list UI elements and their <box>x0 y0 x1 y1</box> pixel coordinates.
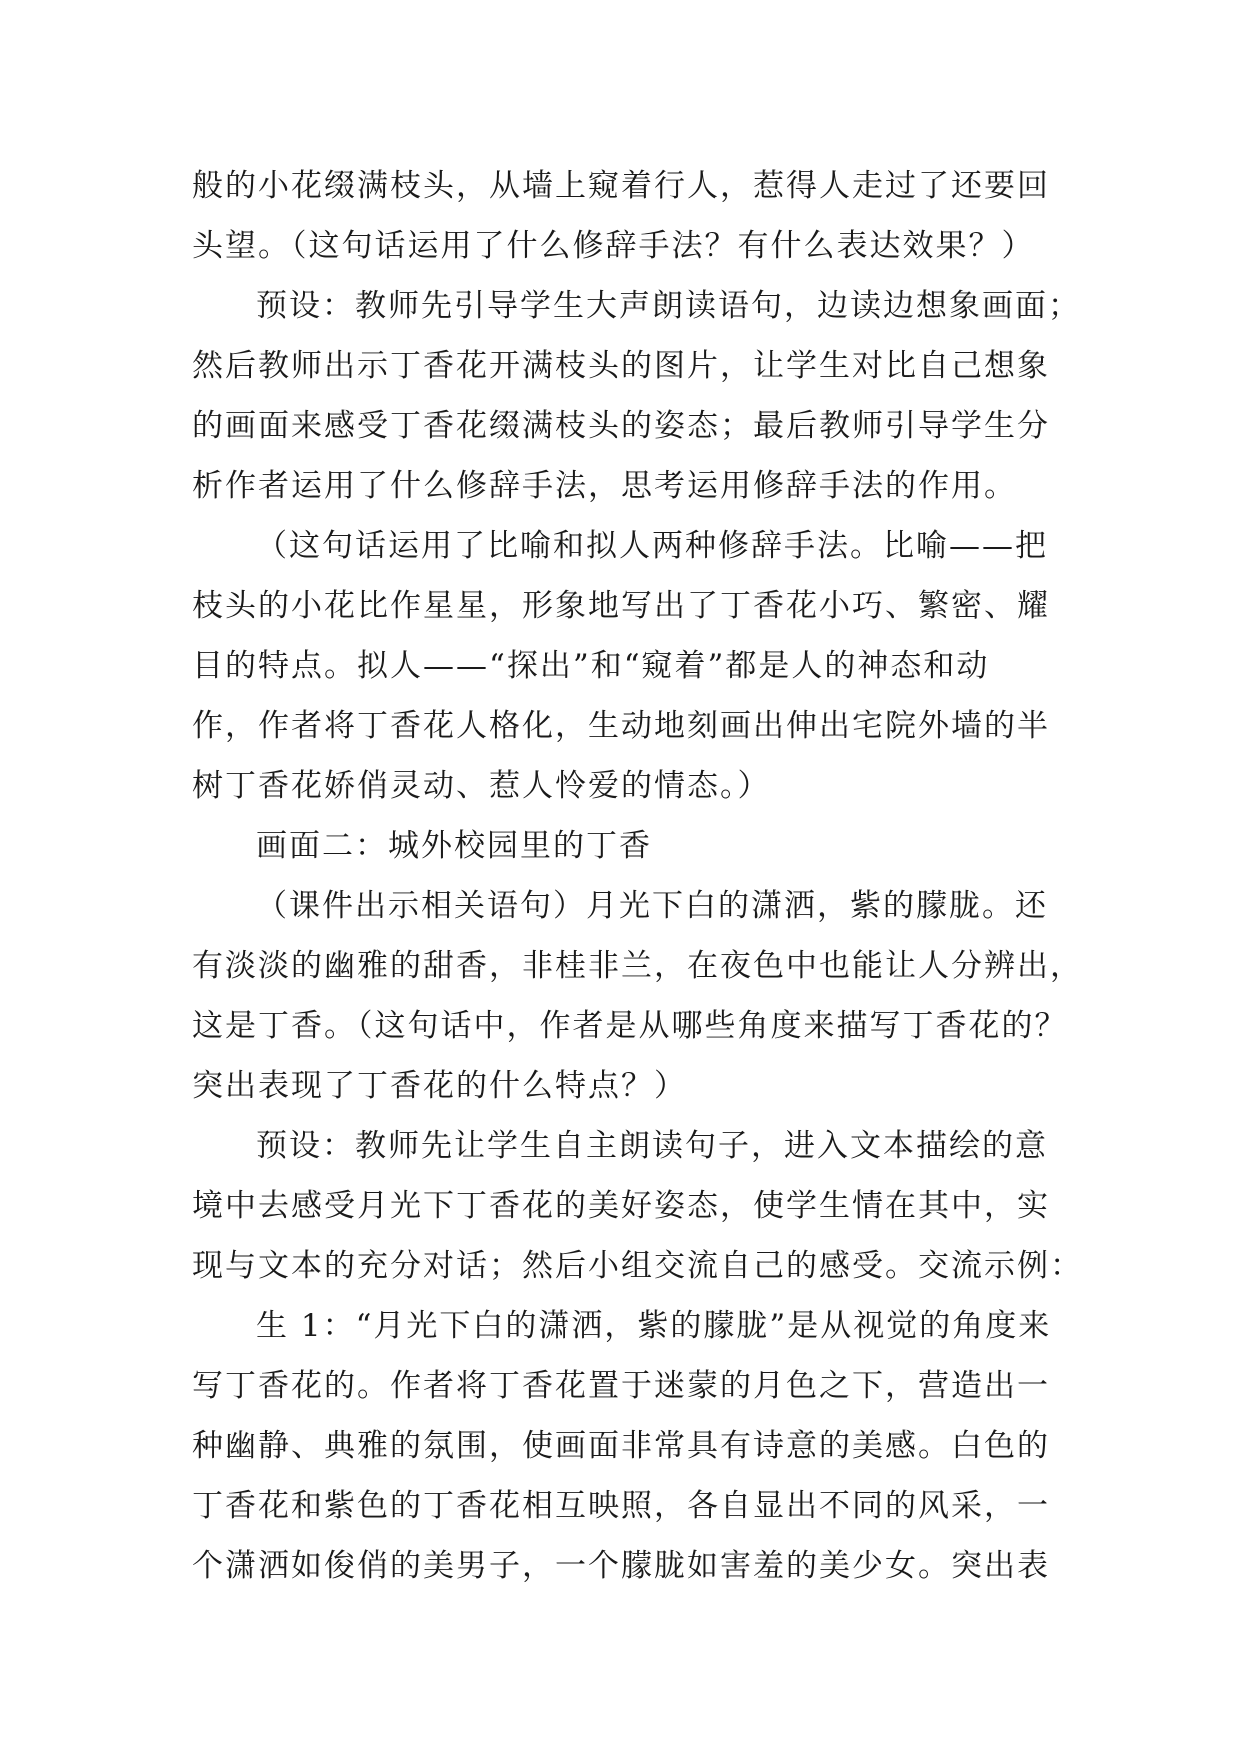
text-line: 的画面来感受丁香花缀满枝头的姿态；最后教师引导学生分 <box>192 408 1050 444</box>
text-line: 般的小花缀满枝头，从墙上窥着行人，惹得人走过了还要回 <box>192 168 1050 204</box>
text-line: 析作者运用了什么修辞手法，思考运用修辞手法的作用。 <box>192 468 1017 504</box>
text-line: 预设：教师先引导学生大声朗读语句，边读边想象画面； <box>256 288 1081 324</box>
text-line: 种幽静、典雅的氛围，使画面非常具有诗意的美感。白色的 <box>192 1428 1050 1464</box>
text-line: 现与文本的充分对话；然后小组交流自己的感受。交流示例： <box>192 1248 1083 1284</box>
text-line: 这是丁香。（这句话中，作者是从哪些角度来描写丁香花的？ <box>192 1008 1068 1044</box>
text-line: （这句话运用了比喻和拟人两种修辞手法。比喻——把 <box>256 528 1048 564</box>
text-line: 突出表现了丁香花的什么特点？） <box>192 1068 687 1104</box>
text-line: （课件出示相关语句）月光下白的潇洒，紫的朦胧。还 <box>256 888 1048 924</box>
body-text <box>192 156 1083 1596</box>
text-line: 枝头的小花比作星星，形象地写出了丁香花小巧、繁密、耀 <box>192 588 1050 624</box>
text-line: 预设：教师先让学生自主朗读句子，进入文本描绘的意 <box>256 1128 1048 1164</box>
text-line: 个潇洒如俊俏的美男子，一个朦胧如害羞的美少女。突出表 <box>192 1548 1050 1584</box>
text-line: 有淡淡的幽雅的甜香，非桂非兰，在夜色中也能让人分辨出， <box>192 948 1083 984</box>
section-heading: 画面二：城外校园里的丁香 <box>256 828 652 864</box>
text-line: 作，作者将丁香花人格化，生动地刻画出伸出宅院外墙的半 <box>192 708 1050 744</box>
text-line: 生 1：“月光下白的潇洒，紫的朦胧”是从视觉的角度来 <box>256 1308 1052 1344</box>
text-line: 目的特点。拟人——“探出”和“窥着”都是人的神态和动 <box>192 648 990 684</box>
text-line: 丁香花和紫色的丁香花相互映照，各自显出不同的风采，一 <box>192 1488 1050 1524</box>
text-line: 树丁香花娇俏灵动、惹人怜爱的情态。） <box>192 768 771 804</box>
text-line: 然后教师出示丁香花开满枝头的图片，让学生对比自己想象 <box>192 348 1050 384</box>
text-line: 写丁香花的。作者将丁香花置于迷蒙的月色之下，营造出一 <box>192 1368 1050 1404</box>
text-line: 头望。（这句话运用了什么修辞手法？有什么表达效果？） <box>192 228 1035 264</box>
text-line: 境中去感受月光下丁香花的美好姿态，使学生情在其中，实 <box>192 1188 1050 1224</box>
